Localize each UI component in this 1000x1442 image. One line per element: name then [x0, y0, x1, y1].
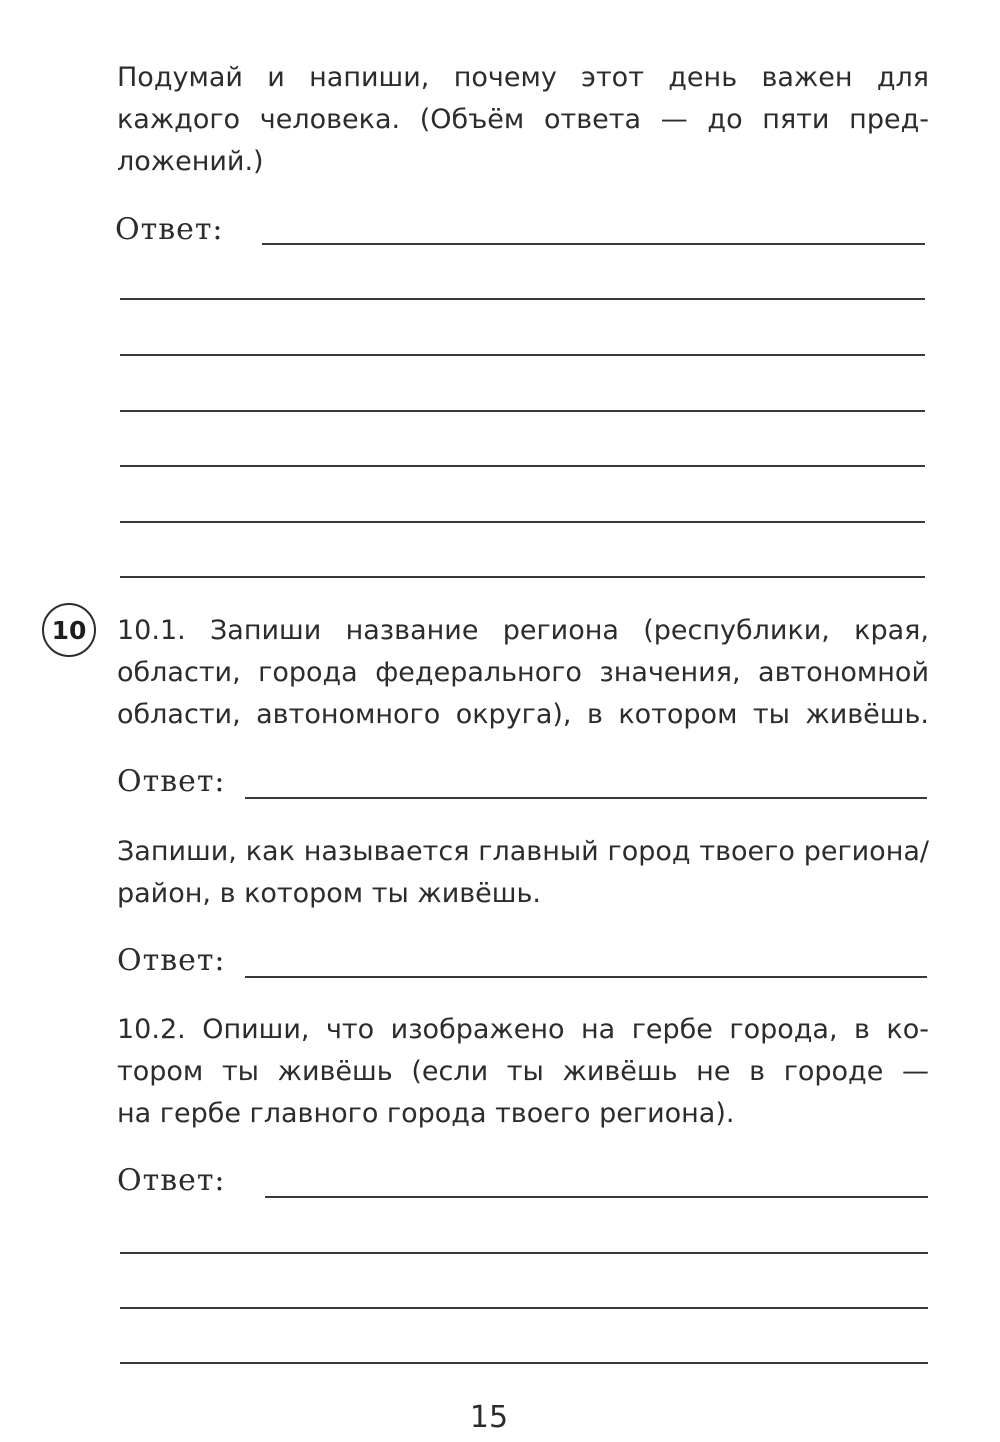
task10-2-prompt-line-2: тором ты живёшь (если ты живёшь не в городе —	[117, 1056, 929, 1087]
task10-1-prompt-line-1: 10.1. Запиши название региона (республики, края,	[117, 615, 929, 646]
task9-answer-line-5[interactable]	[120, 465, 925, 467]
task9-answer-line-7[interactable]	[120, 576, 925, 578]
page-number: 15	[469, 1400, 509, 1435]
task9-prompt-line-1: Подумай и напиши, почему этот день важен для	[117, 62, 929, 93]
task10-1b-prompt-line-2: район, в котором ты живёшь.	[117, 878, 541, 909]
task10-2-answer-line-3[interactable]	[120, 1307, 928, 1309]
task9-prompt-line-2: каждого человека. (Объём ответа — до пяти пред-	[117, 104, 929, 135]
task10-2-prompt-line-3: на гербе главного города твоего региона).	[117, 1098, 735, 1129]
task10-1b-prompt	[117, 831, 929, 915]
task10-2-answer-label: Ответ:	[117, 1163, 226, 1198]
task10-1-prompt	[117, 610, 929, 736]
task9-answer-line-2[interactable]	[120, 298, 925, 300]
task10-2-prompt-line-1: 10.2. Опиши, что изображено на гербе города, в ко-	[117, 1014, 929, 1045]
task10-2-prompt	[117, 1009, 929, 1135]
task10-1-prompt-line-2: области, города федерального значения, автономной	[117, 657, 929, 688]
task-number-badge: 10	[42, 603, 96, 657]
task9-answer-line-3[interactable]	[120, 354, 925, 356]
task9-answer-line-1[interactable]	[262, 243, 925, 245]
task10-1-prompt-line-3: области, автономного округа), в котором ты живёшь.	[117, 699, 929, 730]
task10-1b-answer-label: Ответ:	[117, 943, 226, 978]
task10-1-answer-line[interactable]	[245, 797, 927, 799]
task10-1b-prompt-line-1: Запиши, как называется главный город твоего региона/	[117, 836, 929, 867]
task9-answer-line-4[interactable]	[120, 410, 925, 412]
task9-answer-label: Ответ:	[115, 212, 224, 247]
task10-1b-answer-line[interactable]	[245, 976, 927, 978]
task9-answer-line-6[interactable]	[120, 521, 925, 523]
task9-prompt-line-3: ложений.)	[117, 146, 264, 177]
task9-prompt	[117, 57, 929, 183]
task10-1-answer-label: Ответ:	[117, 764, 226, 799]
task10-2-answer-line-4[interactable]	[120, 1362, 928, 1364]
task10-2-answer-line-1[interactable]	[265, 1196, 928, 1198]
task10-2-answer-line-2[interactable]	[120, 1252, 928, 1254]
